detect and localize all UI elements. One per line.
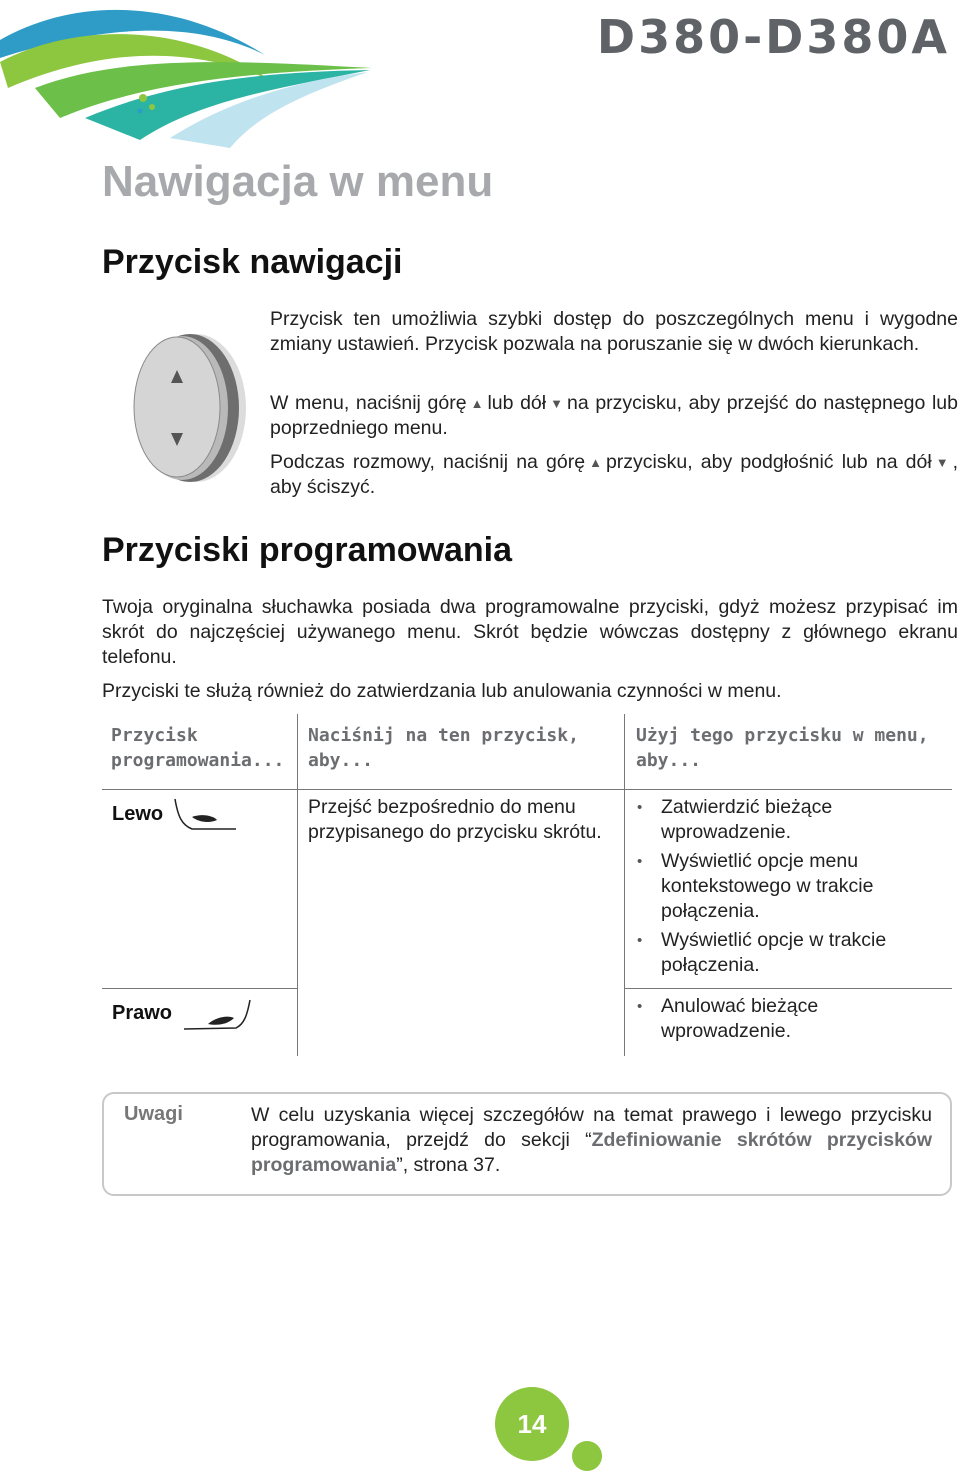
row-label-left: Lewo	[112, 803, 164, 825]
page-title: Nawigacja w menu	[102, 157, 494, 206]
brand-swoosh-logo	[0, 0, 380, 150]
table-divider	[102, 789, 952, 790]
row-label-right: Prawo	[112, 1002, 173, 1024]
table-header-menu: Użyj tego przycisku w menu, aby...	[636, 725, 929, 771]
note-label: Uwagi	[124, 1103, 183, 1125]
prog-paragraph-2: Przyciski te służą również do zatwierdzania lub anulowania czynności w menu.	[102, 680, 782, 702]
table-divider	[102, 988, 297, 989]
section-link[interactable]: Zdefiniowanie skrótów przycisków programowania	[251, 1129, 932, 1176]
list-item: • Wyświetlić opcje w trakcie połączenia.	[636, 928, 936, 978]
note-text: W celu uzyskania więcej szczegółów na temat prawego i lewego przycisku programowania, przejdź do sekcji “Zdefiniowanie skrótów przycisków programowania”, strona 37.	[251, 1104, 932, 1176]
down-triangle-icon: ▼	[935, 455, 949, 470]
nav-paragraph-2: W menu, naciśnij górę ▲ lub dół ▼ na przycisku, aby przejść do następnego lub poprzedniego menu.	[270, 392, 959, 439]
list-item: • Anulować bieżące wprowadzenie.	[636, 994, 936, 1044]
up-triangle-icon: ▲	[589, 455, 602, 470]
navigation-button-illustration	[122, 328, 254, 488]
table-header-press: Naciśnij na ten przycisk, aby...	[308, 725, 579, 771]
up-triangle-icon: ▲	[470, 396, 484, 411]
nav-paragraph-1: Przycisk ten umożliwia szybki dostęp do poszczególnych menu i wygodne zmiany ustawień. Przycisk pozwala na poruszanie się w dwóch kierunkach.	[270, 308, 958, 355]
list-item: • Wyświetlić opcje menu kontekstowego w trakcie połączenia.	[636, 849, 936, 924]
list-item: • Zatwierdzić bieżące wprowadzenie.	[636, 795, 936, 845]
table-divider	[624, 714, 625, 1056]
model-name: D380-D380A	[596, 10, 950, 64]
page-number-dot	[572, 1441, 602, 1471]
page-number: 14	[495, 1387, 569, 1461]
prog-paragraph-1: Twoja oryginalna słuchawka posiada dwa programowalne przyciski, gdyż możesz przypisać im skrót do najczęściej używanego menu. Skrót będzie wówczas dostępny z głównego ekranu telefonu.	[102, 596, 958, 668]
section-heading-programming: Przyciski programowania	[102, 531, 513, 569]
table-divider	[297, 714, 298, 1056]
down-triangle-icon: ▼	[550, 396, 563, 411]
table-header-button: Przycisk programowania...	[111, 725, 285, 771]
section-heading-navigation: Przycisk nawigacji	[102, 243, 403, 281]
left-press-description: Przejść bezpośrednio do menu przypisanego do przycisku skrótu.	[308, 796, 602, 843]
nav-paragraph-3: Podczas rozmowy, naciśnij na górę ▲ przycisku, aby podgłośnić lub na dół ▼ , aby ściszyć.	[270, 451, 958, 498]
table-divider	[624, 988, 952, 989]
right-menu-actions	[636, 994, 936, 1048]
right-softkey-icon	[182, 996, 256, 1036]
left-softkey-icon	[170, 795, 240, 837]
left-menu-actions	[636, 795, 936, 982]
